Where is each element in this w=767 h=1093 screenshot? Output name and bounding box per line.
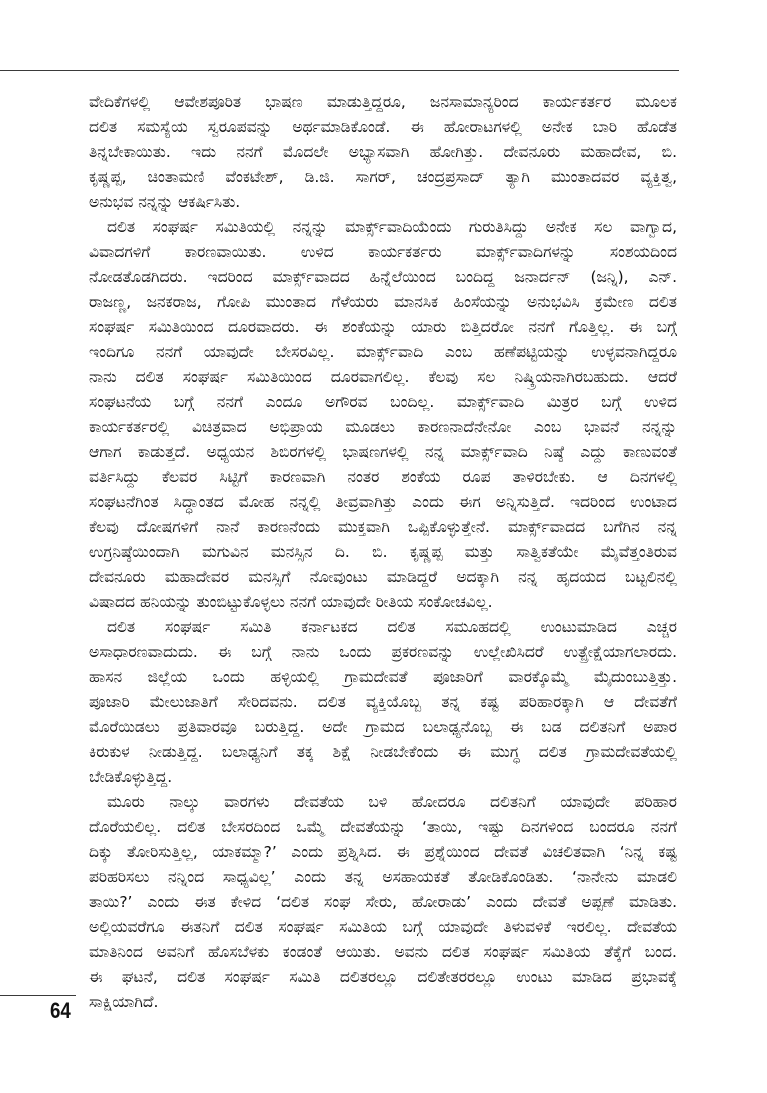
text-line: ಪೂಜಾರಿ ಮೇಲುಜಾತಿಗೆ ಸೇರಿದವನು. ದಲಿತ ವ್ಯಕ್ತಿಯೊಬ್ಬ ತನ್ನ ಕಷ್ಟ ಪರಿಹಾರಕ್ಕಾಗಿ ಆ ದೇವತೆಗೆ xyxy=(89,693,677,711)
text-line: ಉಗ್ರನಿಷ್ಠೆಯಿಂದಾಗಿ ಮಗುವಿನ ಮನಸ್ಸಿನ ದಿ. ಬಿ. ಕೃಷ್ಣಪ್ಪ ಮತ್ತು ಸಾತ್ವಿಕತೆಯೇ ಮೈವೆತ್ತಂತಿರುವ xyxy=(89,543,677,561)
text-line: ಆಗಾಗ ಕಾಡುತ್ತದೆ. ಅಧ್ಯಯನ ಶಿಬಿರಗಳಲ್ಲಿ ಭಾಷಣಗಳಲ್ಲಿ ನನ್ನ ಮಾರ್ಕ್ಸ್‌ವಾದಿ ನಿಷ್ಠೆ ಎದ್ದು ಕಾಣುವಂತೆ xyxy=(89,443,677,461)
text-line: ವಿಷಾದದ ಹನಿಯನ್ನು ತುಂಬಿಟ್ಟುಕೊಳ್ಳಲು ನನಗೆ ಯಾವುದೇ ರೀತಿಯ ಸಂಕೋಚವಿಲ್ಲ. xyxy=(89,593,493,611)
text-line: ಕಾರ್ಯಕರ್ತರಲ್ಲಿ ವಿಚಿತ್ರವಾದ ಅಭಿಪ್ರಾಯ ಮೂಡಲು ಕಾರಣನಾದೆನೇನೋ ಎಂಬ ಭಾವನೆ ನನ್ನನ್ನು xyxy=(89,418,677,436)
text-line: ಕೃಷ್ಣಪ್ಪ, ಚಿಂತಾಮಣಿ ವೆಂಕಟೇಶ್, ಡಿ.ಜಿ. ಸಾಗರ್, ಚಂದ್ರಪ್ರಸಾದ್ ತ್ಯಾಗಿ ಮುಂತಾದವರ ವ್ಯಕ್ತಿತ್ವ, xyxy=(89,168,677,186)
header-rule xyxy=(0,70,679,71)
text-line: ತಾಯಿ?’ ಎಂದು ಈತ ಕೇಳಿದ ‘ದಲಿತ ಸಂಘ ಸೇರು, ಹೋರಾಡು’ ಎಂದು ದೇವತೆ ಅಪ್ಪಣೆ ಮಾಡಿತು. xyxy=(89,893,677,911)
text-line: ಸಂಘಟನೆಗಿಂತ ಸಿದ್ಧಾಂತದ ಮೋಹ ನನ್ನಲ್ಲಿ ತೀವ್ರವಾಗಿತ್ತು ಎಂದು ಈಗ ಅನ್ನಿಸುತ್ತಿದೆ. ಇದರಿಂದ ಉಂಟಾದ xyxy=(89,493,677,511)
text-line: ಅಸಾಧಾರಣವಾದುದು. ಈ ಬಗ್ಗೆ ನಾನು ಒಂದು ಪ್ರಕರಣವನ್ನು ಉಲ್ಲೇಖಿಸಿದರೆ ಉತ್ಪ್ರೇಕ್ಷೆಯಾಗಲಾರದು. xyxy=(89,643,677,661)
paragraph xyxy=(89,90,677,215)
text-line: ಅಲ್ಲಿಯವರೆಗೂ ಈತನಿಗೆ ದಲಿತ ಸಂಘರ್ಷ ಸಮಿತಿಯ ಬಗ್ಗೆ ಯಾವುದೇ ತಿಳುವಳಿಕೆ ಇರಲಿಲ್ಲ. ದೇವತೆಯ xyxy=(89,918,677,936)
text-line: ಮೂರು ನಾಲ್ಕು ವಾರಗಳು ದೇವತೆಯ ಬಳಿ ಹೋದರೂ ದಲಿತನಿಗೆ ಯಾವುದೇ ಪರಿಹಾರ xyxy=(107,793,677,811)
text-line: ಪರಿಹರಿಸಲು ನನ್ನಿಂದ ಸಾಧ್ಯವಿಲ್ಲ’ ಎಂದು ತನ್ನ ಅಸಹಾಯಕತೆ ತೋಡಿಕೊಂಡಿತು. ‘ನಾನೇನು ಮಾಡಲಿ xyxy=(89,868,677,886)
text-line: ದೇವನೂರು ಮಹಾದೇವರ ಮನಸ್ಸಿಗೆ ನೋವುಂಟು ಮಾಡಿದ್ದರೆ ಅದಕ್ಕಾಗಿ ನನ್ನ ಹೃದಯದ ಬಟ್ಟಲಿನಲ್ಲಿ xyxy=(89,568,677,586)
text-line: ದಲಿತ ಸಮಸ್ಯೆಯ ಸ್ವರೂಪವನ್ನು ಅರ್ಥಮಾಡಿಕೊಂಡೆ. ಈ ಹೋರಾಟಗಳಲ್ಲಿ ಅನೇಕ ಬಾರಿ ಹೊಡೆತ xyxy=(89,118,677,136)
footer-rule xyxy=(0,995,76,996)
text-line: ದಿಕ್ಕು ತೋರಿಸುತ್ತಿಲ್ಲ, ಯಾಕಮ್ಮಾ?’ ಎಂದು ಪ್ರಶ್ನಿಸಿದ. ಈ ಪ್ರಶ್ನೆಯಿಂದ ದೇವತೆ ವಿಚಲಿತವಾಗಿ ‘ನಿನ್ನ ಕಷ್ಟ xyxy=(89,843,677,861)
text-line: ವರ್ತಿಸಿದ್ದು ಕೆಲವರ ಸಿಟ್ಟಿಗೆ ಕಾರಣವಾಗಿ ನಂತರ ಶಂಕೆಯ ರೂಪ ತಾಳಿರಬೇಕು. ಆ ದಿನಗಳಲ್ಲಿ xyxy=(89,468,677,486)
text-line: ವಿವಾದಗಳಿಗೆ ಕಾರಣವಾಯಿತು. ಉಳಿದ ಕಾರ್ಯಕರ್ತರು ಮಾರ್ಕ್ಸ್‌ವಾದಿಗಳನ್ನು ಸಂಶಯದಿಂದ xyxy=(89,243,677,261)
paragraph xyxy=(89,215,677,615)
text-line: ದಲಿತ ಸಂಘರ್ಷ ಸಮಿತಿಯಲ್ಲಿ ನನ್ನನ್ನು ಮಾರ್ಕ್ಸ್‌ವಾದಿಯೆಂದು ಗುರುತಿಸಿದ್ದು ಅನೇಕ ಸಲ ವಾಗ್ವಾದ, xyxy=(107,218,677,236)
text-line: ಅನುಭವ ನನ್ನನ್ನು ಆಕರ್ಷಿಸಿತು. xyxy=(89,193,241,211)
page-number: 64 xyxy=(50,998,71,1023)
text-line: ದಲಿತ ಸಂಘರ್ಷ ಸಮಿತಿ ಕರ್ನಾಟಕದ ದಲಿತ ಸಮೂಹದಲ್ಲಿ ಉಂಟುಮಾಡಿದ ಎಚ್ಚರ xyxy=(107,618,677,636)
paragraph xyxy=(89,790,677,1015)
text-line: ಕೆಲವು ದೋಷಗಳಿಗೆ ನಾನೆ ಕಾರಣನೆಂದು ಮುಕ್ತವಾಗಿ ಒಪ್ಪಿಕೊಳ್ಳುತ್ತೇನೆ. ಮಾರ್ಕ್ಸ್‌ವಾದದ ಬಗೆಗಿನ ನನ್ನ xyxy=(89,518,677,536)
text-line: ಮೊರೆಯಿಡಲು ಪ್ರತಿವಾರವೂ ಬರುತ್ತಿದ್ದ. ಅದೇ ಗ್ರಾಮದ ಬಲಾಢ್ಯನೊಬ್ಬ ಈ ಬಡ ದಲಿತನಿಗೆ ಅಪಾರ xyxy=(89,718,677,736)
text-line: ಬೇಡಿಕೊಳ್ಳುತ್ತಿದ್ದ. xyxy=(89,768,173,786)
text-line: ಸಂಘರ್ಷ ಸಮಿತಿಯಿಂದ ದೂರವಾದರು. ಈ ಶಂಕೆಯನ್ನು ಯಾರು ಬಿತ್ತಿದರೋ ನನಗೆ ಗೊತ್ತಿಲ್ಲ. ಈ ಬಗ್ಗೆ xyxy=(89,318,677,336)
text-line: ನೋಡತೊಡಗಿದರು. ಇದರಿಂದ ಮಾರ್ಕ್ಸ್‌ವಾದದ ಹಿನ್ನೆಲೆಯಿಂದ ಬಂದಿದ್ದ ಜನಾರ್ದನ್ (ಜನ್ನಿ), ಎನ್. xyxy=(89,268,677,286)
text-line: ದೊರೆಯಲಿಲ್ಲ. ದಲಿತ ಬೇಸರದಿಂದ ಒಮ್ಮೆ ದೇವತೆಯನ್ನು ‘ತಾಯಿ, ಇಷ್ಟು ದಿನಗಳಿಂದ ಬಂದರೂ ನನಗೆ xyxy=(89,818,677,836)
text-line: ಕಿರುಕುಳ ನೀಡುತ್ತಿದ್ದ. ಬಲಾಢ್ಯನಿಗೆ ತಕ್ಕ ಶಿಕ್ಷೆ ನೀಡಬೇಕೆಂದು ಈ ಮುಗ್ಧ ದಲಿತ ಗ್ರಾಮದೇವತೆಯಲ್ಲಿ xyxy=(89,743,677,761)
text-line: ಈ ಘಟನೆ, ದಲಿತ ಸಂಘರ್ಷ ಸಮಿತಿ ದಲಿತರಲ್ಲೂ ದಲಿತೇತರರಲ್ಲೂ ಉಂಟು ಮಾಡಿದ ಪ್ರಭಾವಕ್ಕೆ xyxy=(89,968,677,986)
text-line: ಸಂಘಟನೆಯ ಬಗ್ಗೆ ನನಗೆ ಎಂದೂ ಅಗೌರವ ಬಂದಿಲ್ಲ. ಮಾರ್ಕ್ಸ್‌ವಾದಿ ಮಿತ್ರರ ಬಗ್ಗೆ ಉಳಿದ xyxy=(89,393,677,411)
text-line: ಮಾತಿನಿಂದ ಅವನಿಗೆ ಹೊಸಬೆಳಕು ಕಂಡಂತೆ ಆಯಿತು. ಅವನು ದಲಿತ ಸಂಘರ್ಷ ಸಮಿತಿಯ ತೆಕ್ಕೆಗೆ ಬಂದ. xyxy=(89,943,677,961)
text-line: ಇಂದಿಗೂ ನನಗೆ ಯಾವುದೇ ಬೇಸರವಿಲ್ಲ. ಮಾರ್ಕ್ಸ್‌ವಾದಿ ಎಂಬ ಹಣೆಪಟ್ಟಿಯನ್ನು ಉಳ್ಳವನಾಗಿದ್ದರೂ xyxy=(89,343,677,361)
text-line: ನಾನು ದಲಿತ ಸಂಘರ್ಷ ಸಮಿತಿಯಿಂದ ದೂರವಾಗಲಿಲ್ಲ. ಕೆಲವು ಸಲ ನಿಷ್ಕ್ರಿಯನಾಗಿರಬಹುದು. ಆದರೆ xyxy=(89,368,677,386)
text-line: ವೇದಿಕೆಗಳಲ್ಲಿ ಆವೇಶಪೂರಿತ ಭಾಷಣ ಮಾಡುತ್ತಿದ್ದರೂ, ಜನಸಾಮಾನ್ಯರಿಂದ ಕಾರ್ಯಕರ್ತರ ಮೂಲಕ xyxy=(89,93,677,111)
text-line: ರಾಜಣ್ಣ, ಜನಕರಾಜ, ಗೋಪಿ ಮುಂತಾದ ಗೆಳೆಯರು ಮಾನಸಿಕ ಹಿಂಸೆಯನ್ನು ಅನುಭವಿಸಿ ಕ್ರಮೇಣ ದಲಿತ xyxy=(89,293,677,311)
text-line: ತಿನ್ನಬೇಕಾಯಿತು. ಇದು ನನಗೆ ಮೊದಲೇ ಅಭ್ಯಾಸವಾಗಿ ಹೋಗಿತ್ತು. ದೇವನೂರು ಮಹಾದೇವ, ಬಿ. xyxy=(89,143,677,161)
paragraph xyxy=(89,615,677,790)
text-line: ಸಾಕ್ಷಿಯಾಗಿದೆ. xyxy=(89,993,159,1011)
text-line: ಹಾಸನ ಜಿಲ್ಲೆಯ ಒಂದು ಹಳ್ಳಿಯಲ್ಲಿ ಗ್ರಾಮದೇವತೆ ಪೂಜಾರಿಗೆ ವಾರಕ್ಕೊಮ್ಮೆ ಮೈದುಂಬುತ್ತಿತ್ತು. xyxy=(89,668,677,686)
body-text xyxy=(89,90,677,1015)
